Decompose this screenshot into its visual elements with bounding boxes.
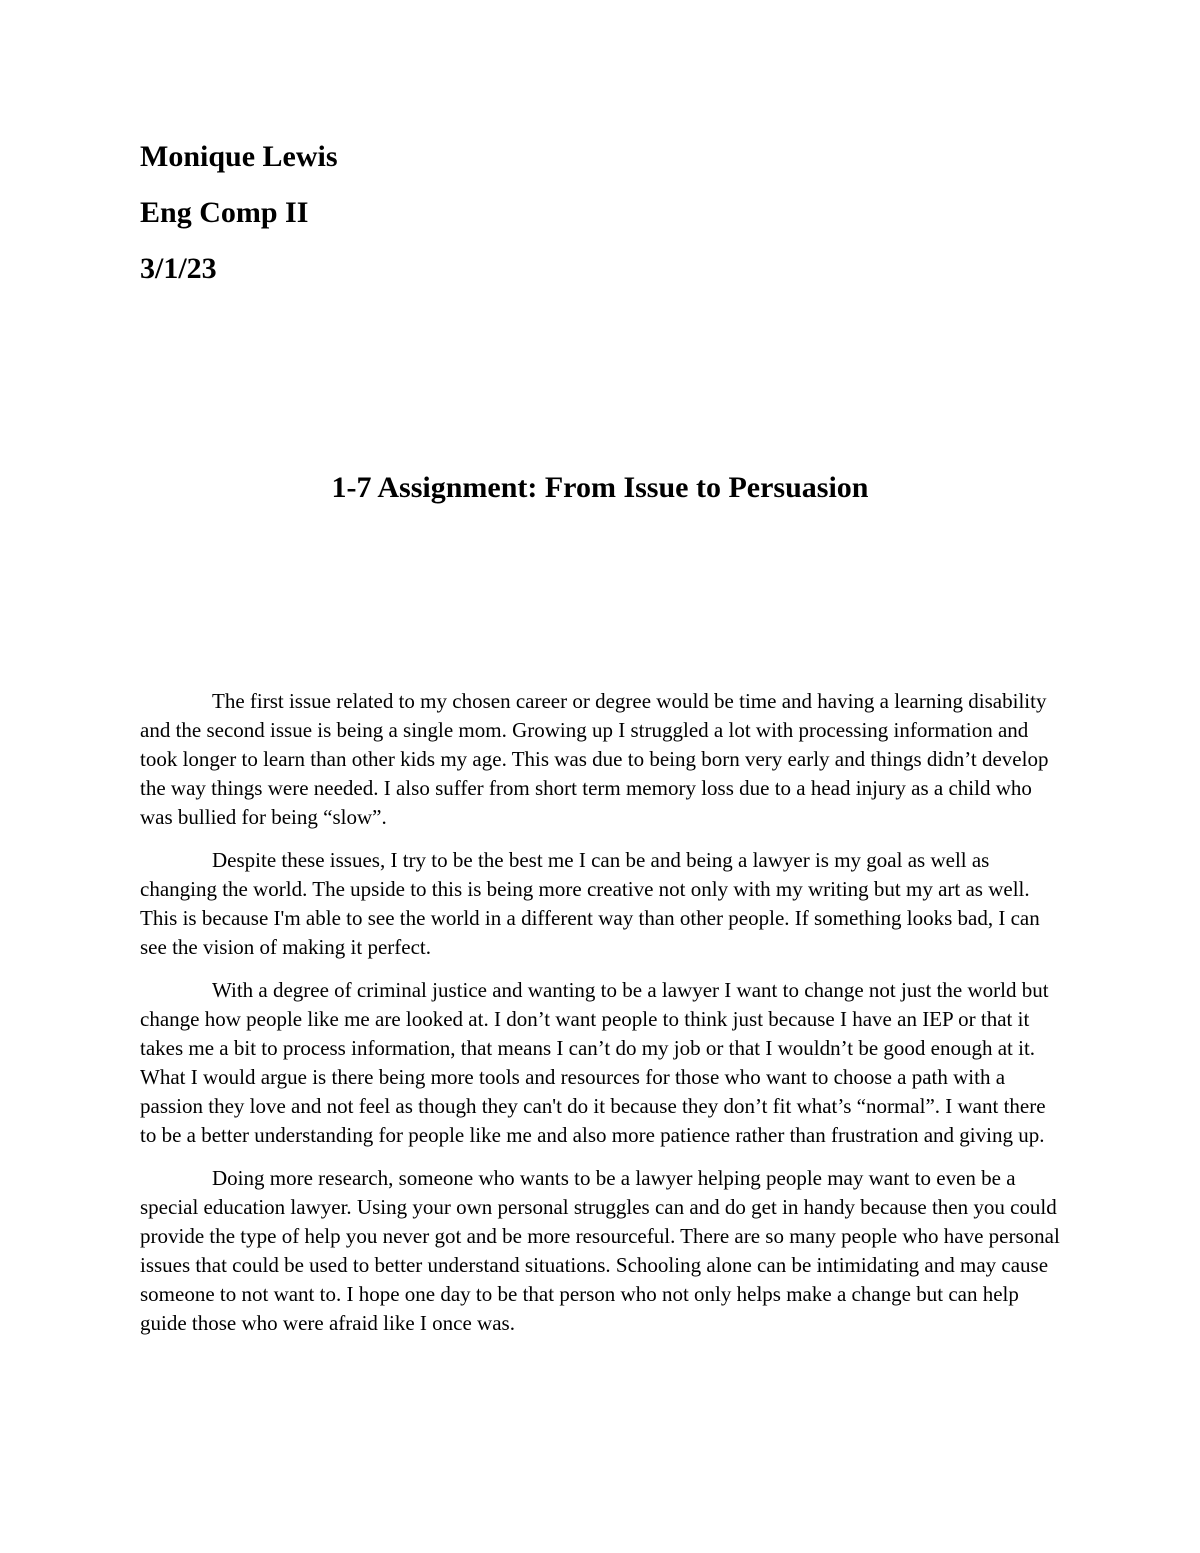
document-header bbox=[140, 140, 1060, 308]
author-name: Monique Lewis bbox=[140, 140, 338, 173]
body-paragraph: With a degree of criminal justice and wanting to be a lawyer I want to change not just the world but change how people like me are looked at. I don’t want people to think just because I have an IEP or that it takes me a bit to process information, that means I can’t do my job or that I wouldn’t be good enough at it. What I would argue is there being more tools and resources for those who want to choose a path with a passion they love and not feel as though they can't do it because they don’t fit what’s “normal”. I want there to be a better understanding for people like me and also more patience rather than frustration and giving up. bbox=[140, 978, 1049, 1147]
document-body bbox=[140, 687, 1060, 1352]
course-name: Eng Comp II bbox=[140, 196, 309, 229]
body-paragraph: Doing more research, someone who wants to be a lawyer helping people may want to even be a special education lawyer. Using your own personal struggles can and do get in handy because then you could provide the type of help you never got and be more resourceful. There are so many people who have personal issues that could be used to better understand situations. Schooling alone can be intimidating and may cause someone to not want to. I hope one day to be that person who not only helps make a change but can help guide those who were afraid like I once was. bbox=[140, 1166, 1060, 1335]
body-paragraph: The first issue related to my chosen career or degree would be time and having a learning disability and the second issue is being a single mom. Growing up I struggled a lot with processing information and took longer to learn than other kids my age. This was due to being born very early and things didn’t develop the way things were needed. I also suffer from short term memory loss due to a head injury as a child who was bullied for being “slow”. bbox=[140, 689, 1049, 829]
document-title: 1-7 Assignment: From Issue to Persuasion bbox=[331, 471, 869, 504]
body-paragraph: Despite these issues, I try to be the best me I can be and being a lawyer is my goal as well as changing the world. The upside to this is being more creative not only with my writing but my art as well. This is because I'm able to see the world in a different way than other people. If something looks bad, I can see the vision of making it perfect. bbox=[140, 848, 1040, 959]
document-date: 3/1/23 bbox=[140, 252, 217, 285]
